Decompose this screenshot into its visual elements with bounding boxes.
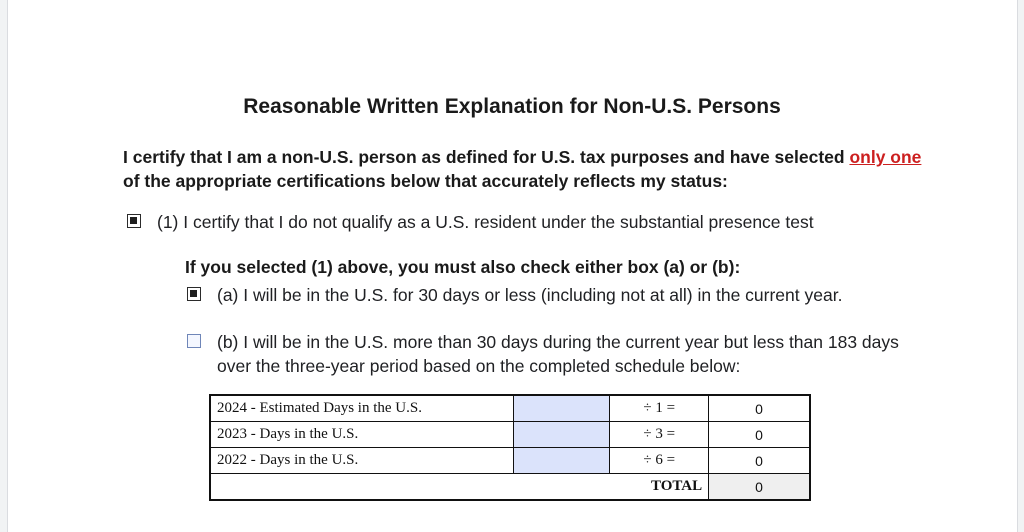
schedule-table <box>209 394 811 501</box>
option-1-label: (1) I certify that I do not qualify as a U.S. resident under the substantial presence test <box>157 212 814 232</box>
row-label: 2023 - Days in the U.S. <box>210 422 513 448</box>
divisor: ÷ 6 = <box>610 448 709 474</box>
total-value: 0 <box>709 474 810 501</box>
certify-suffix: of the appropriate certifications below that accurately reflects my status: <box>123 171 728 191</box>
sub-instruction: If you selected (1) above, you must also check either box (a) or (b): <box>185 257 741 277</box>
option-1-checkbox[interactable] <box>127 214 141 228</box>
days-input-2024[interactable] <box>513 395 610 422</box>
option-a-label: (a) I will be in the U.S. for 30 days or less (including not at all) in the current year. <box>217 285 843 305</box>
page-edge-right <box>1017 0 1024 532</box>
option-b-label: (b) I will be in the U.S. more than 30 days during the current year but less than 183 days over the three-year period based on the completed schedule below: <box>217 332 899 376</box>
total-row <box>210 474 810 501</box>
page-edge-left <box>0 0 8 532</box>
row-result: 0 <box>709 448 810 474</box>
certification-statement <box>123 145 923 193</box>
table-row <box>210 395 810 422</box>
total-label: TOTAL <box>210 474 709 501</box>
row-result: 0 <box>709 422 810 448</box>
option-a-row <box>187 283 907 307</box>
table-row <box>210 422 810 448</box>
option-b-checkbox[interactable] <box>187 334 201 348</box>
days-input-2022[interactable] <box>513 448 610 474</box>
option-b-row <box>187 330 907 378</box>
divisor: ÷ 1 = <box>610 395 709 422</box>
divisor: ÷ 3 = <box>610 422 709 448</box>
row-label: 2022 - Days in the U.S. <box>210 448 513 474</box>
option-a-checkbox[interactable] <box>187 287 201 301</box>
row-result: 0 <box>709 395 810 422</box>
only-one-emphasis: only one <box>849 147 922 167</box>
table-row <box>210 448 810 474</box>
days-input-2023[interactable] <box>513 422 610 448</box>
row-label: 2024 - Estimated Days in the U.S. <box>210 395 513 422</box>
option-1-row <box>127 210 907 234</box>
page-title: Reasonable Written Explanation for Non-U.S. Persons <box>243 95 781 118</box>
certify-prefix: I certify that I am a non-U.S. person as defined for U.S. tax purposes and have selected <box>123 147 845 167</box>
